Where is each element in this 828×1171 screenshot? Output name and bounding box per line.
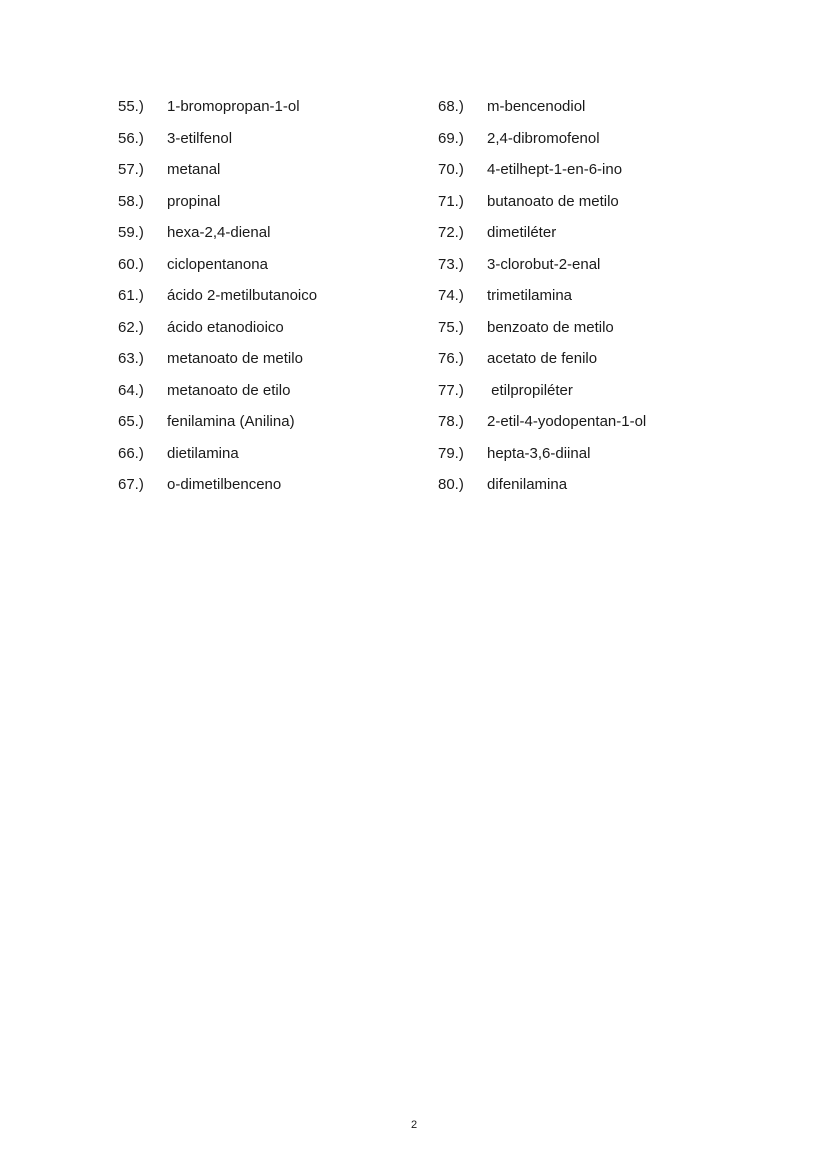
- compound-name: 1-bromopropan-1-ol: [167, 98, 300, 115]
- item-number: 60.): [118, 255, 144, 273]
- compound-name: acetato de fenilo: [487, 350, 598, 367]
- item-number: 64.): [118, 381, 144, 399]
- item-number: 80.): [438, 476, 464, 493]
- compound-name: difenilamina: [487, 476, 568, 493]
- compound-name: trimetilamina: [487, 287, 573, 304]
- item-number: 65.): [118, 413, 144, 430]
- compound-name: benzoato de metilo: [487, 318, 614, 336]
- right-column: [438, 96, 646, 506]
- item-number: 72.): [438, 224, 464, 241]
- list-item: [438, 96, 646, 128]
- item-number: 71.): [438, 192, 464, 210]
- list-item: [118, 348, 317, 380]
- item-number: 67.): [118, 476, 144, 493]
- list-item: [438, 348, 646, 380]
- list-item: [118, 411, 317, 443]
- compound-name: o-dimetilbenceno: [167, 476, 282, 493]
- item-number: 66.): [118, 444, 144, 462]
- compound-name: dietilamina: [167, 444, 239, 462]
- list-item: [118, 128, 317, 160]
- compound-name: 3-etilfenol: [167, 129, 233, 147]
- list-item: [438, 474, 646, 506]
- compound-name: etilpropiléter: [487, 381, 573, 399]
- compound-name: ciclopentanona: [167, 255, 268, 273]
- compound-name: ácido etanodioico: [167, 318, 284, 336]
- list-item: [118, 317, 317, 349]
- item-number: 55.): [118, 98, 144, 115]
- compound-name: metanoato de etilo: [167, 381, 291, 399]
- list-item: [118, 285, 317, 317]
- item-number: 59.): [118, 224, 144, 241]
- item-number: 68.): [438, 98, 464, 115]
- list-item: [118, 254, 317, 286]
- list-item: [438, 191, 646, 223]
- compound-name: metanoato de metilo: [167, 350, 303, 367]
- compound-name: 4-etilhept-1-en-6-ino: [487, 161, 623, 178]
- compound-name: 2-etil-4-yodopentan-1-ol: [487, 413, 647, 430]
- list-item: [118, 191, 317, 223]
- compound-name: ácido 2-metilbutanoico: [167, 287, 318, 304]
- compound-name: m-bencenodiol: [487, 98, 586, 115]
- compound-name: hexa-2,4-dienal: [167, 224, 271, 241]
- compound-name: 2,4-dibromofenol: [487, 129, 600, 147]
- list-item: [438, 222, 646, 254]
- list-item: [438, 285, 646, 317]
- list-item: [438, 443, 646, 475]
- list-item: [438, 411, 646, 443]
- compound-name: hepta-3,6-diinal: [487, 444, 591, 462]
- item-number: 56.): [118, 129, 144, 147]
- item-number: 77.): [438, 381, 464, 399]
- item-number: 62.): [118, 318, 144, 336]
- item-number: 58.): [118, 192, 144, 210]
- list-item: [118, 380, 317, 412]
- compound-name: dimetiléter: [487, 224, 557, 241]
- compound-name: propinal: [167, 192, 221, 210]
- compound-name: butanoato de metilo: [487, 192, 619, 210]
- item-number: 63.): [118, 350, 144, 367]
- compound-name: 3-clorobut-2-enal: [487, 255, 601, 273]
- item-number: 79.): [438, 444, 464, 462]
- list-item: [438, 380, 646, 412]
- list-item: [118, 159, 317, 191]
- item-number: 74.): [438, 287, 464, 304]
- list-item: [438, 254, 646, 286]
- page-number: 2: [410, 1119, 418, 1131]
- item-number: 73.): [438, 255, 464, 273]
- list-item: [438, 159, 646, 191]
- compound-name: fenilamina (Anilina): [167, 413, 295, 430]
- list-item: [118, 443, 317, 475]
- item-number: 70.): [438, 161, 464, 178]
- list-item: [118, 222, 317, 254]
- left-column: [118, 96, 317, 506]
- item-number: 69.): [438, 129, 464, 147]
- item-number: 61.): [118, 287, 144, 304]
- item-number: 78.): [438, 413, 464, 430]
- list-item: [438, 317, 646, 349]
- list-item: [118, 96, 317, 128]
- item-number: 76.): [438, 350, 464, 367]
- list-item: [438, 128, 646, 160]
- list-item: [118, 474, 317, 506]
- compound-name: metanal: [167, 161, 221, 178]
- item-number: 57.): [118, 161, 144, 178]
- item-number: 75.): [438, 318, 464, 336]
